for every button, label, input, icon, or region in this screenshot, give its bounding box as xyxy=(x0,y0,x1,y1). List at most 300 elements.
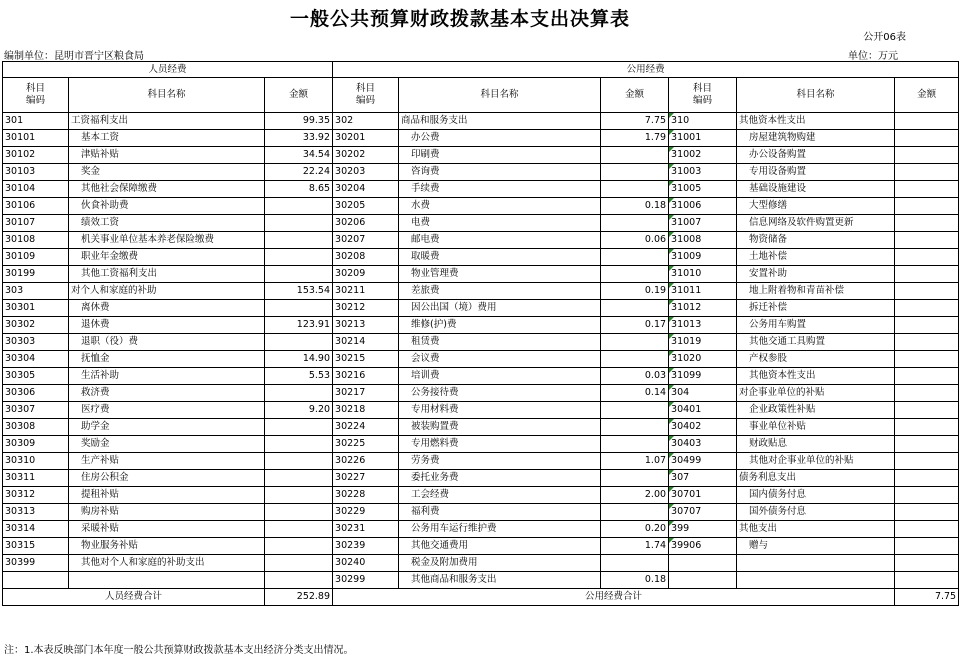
subject-name: 债务利息支出 xyxy=(737,470,895,487)
table-row xyxy=(3,504,959,521)
amount xyxy=(895,113,959,130)
table-row xyxy=(3,334,959,351)
subject-code: 30315 xyxy=(3,538,69,555)
amount xyxy=(265,232,333,249)
amount xyxy=(895,555,959,572)
subject-code: 30208 xyxy=(333,249,399,266)
subject-code: 30211 xyxy=(333,283,399,300)
amount xyxy=(265,300,333,317)
subject-code: 30240 xyxy=(333,555,399,572)
amount xyxy=(601,334,669,351)
subject-name: 提租补贴 xyxy=(69,487,265,504)
cell-marker-icon xyxy=(669,538,674,543)
subject-code: 30701 xyxy=(669,487,737,504)
cell-marker-icon xyxy=(669,351,674,356)
subject-name: 物资储备 xyxy=(737,232,895,249)
table-row xyxy=(3,487,959,504)
personnel-total-value: 252.89 xyxy=(265,589,333,606)
subject-code: 30109 xyxy=(3,249,69,266)
subject-code: 30107 xyxy=(3,215,69,232)
subject-code: 31009 xyxy=(669,249,737,266)
cell-marker-icon xyxy=(669,198,674,203)
amount xyxy=(601,402,669,419)
amount xyxy=(601,164,669,181)
subject-code: 30403 xyxy=(669,436,737,453)
subject-code: 30307 xyxy=(3,402,69,419)
subject-code: 30231 xyxy=(333,521,399,538)
amount xyxy=(895,300,959,317)
amount xyxy=(265,470,333,487)
subject-code: 30499 xyxy=(669,453,737,470)
subject-code: 310 xyxy=(669,113,737,130)
subject-code: 31010 xyxy=(669,266,737,283)
subject-code: 30214 xyxy=(333,334,399,351)
subject-name: 其他对个人和家庭的补助支出 xyxy=(69,555,265,572)
amount: 1.07 xyxy=(601,453,669,470)
subject-name: 奖励金 xyxy=(69,436,265,453)
unit-row xyxy=(0,44,920,61)
subject-code: 30225 xyxy=(333,436,399,453)
table-row xyxy=(3,419,959,436)
header-code: 科目 编码 xyxy=(333,78,399,113)
subject-name: 其他交通工具购置 xyxy=(737,334,895,351)
amount xyxy=(265,419,333,436)
amount xyxy=(895,130,959,147)
amount xyxy=(265,453,333,470)
subject-name: 基础设施建设 xyxy=(737,181,895,198)
amount xyxy=(895,266,959,283)
amount xyxy=(601,436,669,453)
amount xyxy=(895,147,959,164)
subject-code: 30401 xyxy=(669,402,737,419)
subject-code: 30206 xyxy=(333,215,399,232)
cell-marker-icon xyxy=(669,317,674,322)
subject-code: 30305 xyxy=(3,368,69,385)
footnote: 注：1.本表反映部门本年度一般公共预算财政拨款基本支出经济分类支出情况。 xyxy=(4,645,354,656)
subject-name: 土地补偿 xyxy=(737,249,895,266)
subject-code: 30229 xyxy=(333,504,399,521)
cell-marker-icon xyxy=(669,470,674,475)
header-amount: 金额 xyxy=(601,78,669,113)
table-row xyxy=(3,385,959,402)
subject-name: 医疗费 xyxy=(69,402,265,419)
table-row xyxy=(3,300,959,317)
amount xyxy=(265,215,333,232)
subject-code: 302 xyxy=(333,113,399,130)
subject-name: 维修(护)费 xyxy=(399,317,601,334)
subject-name: 信息网络及软件购置更新 xyxy=(737,215,895,232)
amount xyxy=(601,555,669,572)
cell-marker-icon xyxy=(669,368,674,373)
subject-name: 事业单位补贴 xyxy=(737,419,895,436)
subject-name: 助学金 xyxy=(69,419,265,436)
amount xyxy=(265,538,333,555)
subject-name: 公务用车运行维护费 xyxy=(399,521,601,538)
amount: 0.14 xyxy=(601,385,669,402)
amount: 0.19 xyxy=(601,283,669,300)
subject-name: 采暖补贴 xyxy=(69,521,265,538)
subject-code: 30213 xyxy=(333,317,399,334)
subject-code: 30212 xyxy=(333,300,399,317)
subject-name: 租赁费 xyxy=(399,334,601,351)
subject-code: 30224 xyxy=(333,419,399,436)
subject-code: 30312 xyxy=(3,487,69,504)
subject-name: 生活补助 xyxy=(69,368,265,385)
header-amount: 金额 xyxy=(895,78,959,113)
subject-code: 30216 xyxy=(333,368,399,385)
totals-row xyxy=(3,589,959,606)
amount xyxy=(895,487,959,504)
amount: 14.90 xyxy=(265,351,333,368)
subject-code: 30227 xyxy=(333,470,399,487)
cell-marker-icon xyxy=(669,113,674,118)
table-row xyxy=(3,538,959,555)
header-code: 科目 编码 xyxy=(669,78,737,113)
subject-code: 30239 xyxy=(333,538,399,555)
table-row xyxy=(3,283,959,300)
cell-marker-icon xyxy=(669,521,674,526)
subject-code: 30201 xyxy=(333,130,399,147)
table-row xyxy=(3,147,959,164)
amount: 0.18 xyxy=(601,572,669,589)
cell-marker-icon xyxy=(669,300,674,305)
amount: 1.74 xyxy=(601,538,669,555)
cell-marker-icon xyxy=(669,419,674,424)
amount xyxy=(265,504,333,521)
amount xyxy=(895,436,959,453)
subject-code: 30203 xyxy=(333,164,399,181)
subject-code: 30218 xyxy=(333,402,399,419)
amount xyxy=(895,351,959,368)
subject-name: 水费 xyxy=(399,198,601,215)
table-row xyxy=(3,436,959,453)
subject-name: 印刷费 xyxy=(399,147,601,164)
cell-marker-icon xyxy=(669,487,674,492)
subject-name: 公务用车购置 xyxy=(737,317,895,334)
subject-code: 30209 xyxy=(333,266,399,283)
subject-name: 手续费 xyxy=(399,181,601,198)
amount xyxy=(895,283,959,300)
subject-code: 30204 xyxy=(333,181,399,198)
subject-name: 安置补助 xyxy=(737,266,895,283)
amount xyxy=(265,249,333,266)
subject-code: 31001 xyxy=(669,130,737,147)
amount xyxy=(895,181,959,198)
group-personnel: 人员经费 xyxy=(3,62,333,78)
subject-name: 办公设备购置 xyxy=(737,147,895,164)
amount: 1.79 xyxy=(601,130,669,147)
amount xyxy=(601,147,669,164)
amount: 22.24 xyxy=(265,164,333,181)
amount xyxy=(265,436,333,453)
subject-name: 大型修缮 xyxy=(737,198,895,215)
amount: 0.18 xyxy=(601,198,669,215)
subject-code: 30304 xyxy=(3,351,69,368)
table-row xyxy=(3,130,959,147)
amount xyxy=(601,266,669,283)
table-row xyxy=(3,215,959,232)
expenditure-table xyxy=(2,61,959,606)
subject-code: 30402 xyxy=(669,419,737,436)
table-row xyxy=(3,266,959,283)
header-name: 科目名称 xyxy=(737,78,895,113)
subject-code: 30199 xyxy=(3,266,69,283)
subject-code: 30310 xyxy=(3,453,69,470)
subject-code: 31002 xyxy=(669,147,737,164)
subject-name: 其他支出 xyxy=(737,521,895,538)
subject-name: 职业年金缴费 xyxy=(69,249,265,266)
subject-name: 会议费 xyxy=(399,351,601,368)
amount xyxy=(895,334,959,351)
subject-code: 30202 xyxy=(333,147,399,164)
subject-name: 专用燃料费 xyxy=(399,436,601,453)
amount xyxy=(895,402,959,419)
subject-name: 赠与 xyxy=(737,538,895,555)
amount xyxy=(601,249,669,266)
subject-name: 退职（役）费 xyxy=(69,334,265,351)
amount: 34.54 xyxy=(265,147,333,164)
amount xyxy=(895,572,959,589)
table-row xyxy=(3,470,959,487)
subject-code xyxy=(669,555,737,572)
amount xyxy=(895,249,959,266)
subject-name: 退休费 xyxy=(69,317,265,334)
subject-name: 国内债务付息 xyxy=(737,487,895,504)
table-row xyxy=(3,402,959,419)
subject-name: 救济费 xyxy=(69,385,265,402)
amount xyxy=(601,300,669,317)
amount xyxy=(265,385,333,402)
amount: 0.06 xyxy=(601,232,669,249)
subject-code: 31012 xyxy=(669,300,737,317)
subject-name: 专用设备购置 xyxy=(737,164,895,181)
amount: 9.20 xyxy=(265,402,333,419)
subject-name: 税金及附加费用 xyxy=(399,555,601,572)
personnel-total-label: 人员经费合计 xyxy=(3,589,265,606)
subject-code: 301 xyxy=(3,113,69,130)
table-row xyxy=(3,181,959,198)
cell-marker-icon xyxy=(669,130,674,135)
subject-code: 30217 xyxy=(333,385,399,402)
form-code: 公开06表 xyxy=(863,32,906,43)
subject-name: 公务接待费 xyxy=(399,385,601,402)
amount xyxy=(895,164,959,181)
subject-code: 39906 xyxy=(669,538,737,555)
subject-name: 其他商品和服务支出 xyxy=(399,572,601,589)
subject-name: 伙食补助费 xyxy=(69,198,265,215)
subject-name: 对企事业单位的补贴 xyxy=(737,385,895,402)
cell-marker-icon xyxy=(669,334,674,339)
subject-code: 30309 xyxy=(3,436,69,453)
subject-name: 产权参股 xyxy=(737,351,895,368)
cell-marker-icon xyxy=(669,453,674,458)
subject-name: 其他资本性支出 xyxy=(737,113,895,130)
cell-marker-icon xyxy=(669,385,674,390)
amount xyxy=(601,215,669,232)
subject-name: 住房公积金 xyxy=(69,470,265,487)
amount xyxy=(265,266,333,283)
public-total-value: 7.75 xyxy=(895,589,959,606)
subject-code: 30103 xyxy=(3,164,69,181)
subject-code: 30104 xyxy=(3,181,69,198)
subject-code: 30311 xyxy=(3,470,69,487)
amount xyxy=(895,453,959,470)
subject-name: 劳务费 xyxy=(399,453,601,470)
cell-marker-icon xyxy=(669,283,674,288)
subject-name: 培训费 xyxy=(399,368,601,385)
subject-name: 地上附着物和青苗补偿 xyxy=(737,283,895,300)
subject-name: 办公费 xyxy=(399,130,601,147)
cell-marker-icon xyxy=(669,215,674,220)
subject-name: 绩效工资 xyxy=(69,215,265,232)
subject-name: 津贴补贴 xyxy=(69,147,265,164)
amount xyxy=(895,470,959,487)
amount xyxy=(895,368,959,385)
amount xyxy=(601,470,669,487)
subject-name xyxy=(737,555,895,572)
subject-name: 离休费 xyxy=(69,300,265,317)
subject-name: 差旅费 xyxy=(399,283,601,300)
subject-code xyxy=(669,572,737,589)
subject-name: 财政贴息 xyxy=(737,436,895,453)
amount xyxy=(265,334,333,351)
subject-code: 31003 xyxy=(669,164,737,181)
header-amount: 金额 xyxy=(265,78,333,113)
subject-name: 商品和服务支出 xyxy=(399,113,601,130)
subject-code: 30215 xyxy=(333,351,399,368)
subject-code: 30303 xyxy=(3,334,69,351)
subject-code: 31007 xyxy=(669,215,737,232)
subject-name: 物业服务补贴 xyxy=(69,538,265,555)
table-row xyxy=(3,164,959,181)
table-row xyxy=(3,453,959,470)
amount: 0.20 xyxy=(601,521,669,538)
subject-name: 其他工资福利支出 xyxy=(69,266,265,283)
subject-name: 专用材料费 xyxy=(399,402,601,419)
subject-name: 委托业务费 xyxy=(399,470,601,487)
subject-code: 30301 xyxy=(3,300,69,317)
amount: 7.75 xyxy=(601,113,669,130)
subject-code: 30308 xyxy=(3,419,69,436)
subject-name xyxy=(69,572,265,589)
cell-marker-icon xyxy=(669,147,674,152)
table-row xyxy=(3,521,959,538)
subject-name: 因公出国（境）费用 xyxy=(399,300,601,317)
subject-code: 30399 xyxy=(3,555,69,572)
subject-name: 基本工资 xyxy=(69,130,265,147)
table-row xyxy=(3,113,959,130)
cell-marker-icon xyxy=(669,249,674,254)
table-row xyxy=(3,368,959,385)
cell-marker-icon xyxy=(669,266,674,271)
subject-code: 30306 xyxy=(3,385,69,402)
amount xyxy=(265,198,333,215)
org-label: 编制单位：昆明市晋宁区粮食局 xyxy=(4,51,144,62)
amount xyxy=(895,198,959,215)
header-name: 科目名称 xyxy=(69,78,265,113)
subject-name: 抚恤金 xyxy=(69,351,265,368)
subject-code: 31099 xyxy=(669,368,737,385)
subject-code: 31008 xyxy=(669,232,737,249)
subject-code: 30102 xyxy=(3,147,69,164)
amount xyxy=(601,181,669,198)
cell-marker-icon xyxy=(669,436,674,441)
amount xyxy=(895,419,959,436)
amount xyxy=(601,419,669,436)
subject-name: 生产补贴 xyxy=(69,453,265,470)
table-row xyxy=(3,249,959,266)
subject-name: 咨询费 xyxy=(399,164,601,181)
unit-label: 单位：万元 xyxy=(848,51,898,62)
subject-code: 31011 xyxy=(669,283,737,300)
subject-name: 取暖费 xyxy=(399,249,601,266)
table-row xyxy=(3,317,959,334)
subject-code: 31020 xyxy=(669,351,737,368)
subject-name: 被装购置费 xyxy=(399,419,601,436)
amount xyxy=(265,487,333,504)
subject-name: 其他资本性支出 xyxy=(737,368,895,385)
cell-marker-icon xyxy=(669,164,674,169)
subject-name: 工资福利支出 xyxy=(69,113,265,130)
subject-code: 31006 xyxy=(669,198,737,215)
subject-code: 31013 xyxy=(669,317,737,334)
amount: 5.53 xyxy=(265,368,333,385)
subject-name: 电费 xyxy=(399,215,601,232)
subject-code: 30108 xyxy=(3,232,69,249)
table-row xyxy=(3,572,959,589)
table-row xyxy=(3,555,959,572)
subject-name: 其他社会保障缴费 xyxy=(69,181,265,198)
amount xyxy=(895,215,959,232)
amount xyxy=(265,572,333,589)
subject-code: 30299 xyxy=(333,572,399,589)
subject-name: 物业管理费 xyxy=(399,266,601,283)
subject-name: 国外债务付息 xyxy=(737,504,895,521)
subject-code: 30106 xyxy=(3,198,69,215)
subject-code: 31005 xyxy=(669,181,737,198)
header-name: 科目名称 xyxy=(399,78,601,113)
subject-code: 30302 xyxy=(3,317,69,334)
subject-code: 30207 xyxy=(333,232,399,249)
amount: 99.35 xyxy=(265,113,333,130)
cell-marker-icon xyxy=(669,232,674,237)
header-code: 科目 编码 xyxy=(3,78,69,113)
table-row xyxy=(3,198,959,215)
subject-name: 购房补贴 xyxy=(69,504,265,521)
amount: 153.54 xyxy=(265,283,333,300)
subject-code: 307 xyxy=(669,470,737,487)
subject-code: 303 xyxy=(3,283,69,300)
amount: 2.00 xyxy=(601,487,669,504)
table-row xyxy=(3,351,959,368)
amount xyxy=(895,232,959,249)
subject-name: 奖金 xyxy=(69,164,265,181)
subject-name: 福利费 xyxy=(399,504,601,521)
subject-name: 邮电费 xyxy=(399,232,601,249)
subject-name: 企业政策性补贴 xyxy=(737,402,895,419)
subject-code: 30205 xyxy=(333,198,399,215)
cell-marker-icon xyxy=(669,181,674,186)
subject-name: 其他交通费用 xyxy=(399,538,601,555)
subject-code xyxy=(3,572,69,589)
public-total-label: 公用经费合计 xyxy=(333,589,895,606)
subject-name: 工会经费 xyxy=(399,487,601,504)
amount xyxy=(601,504,669,521)
subject-code: 30313 xyxy=(3,504,69,521)
subject-code: 30226 xyxy=(333,453,399,470)
subject-code: 31019 xyxy=(669,334,737,351)
subject-name: 机关事业单位基本养老保险缴费 xyxy=(69,232,265,249)
